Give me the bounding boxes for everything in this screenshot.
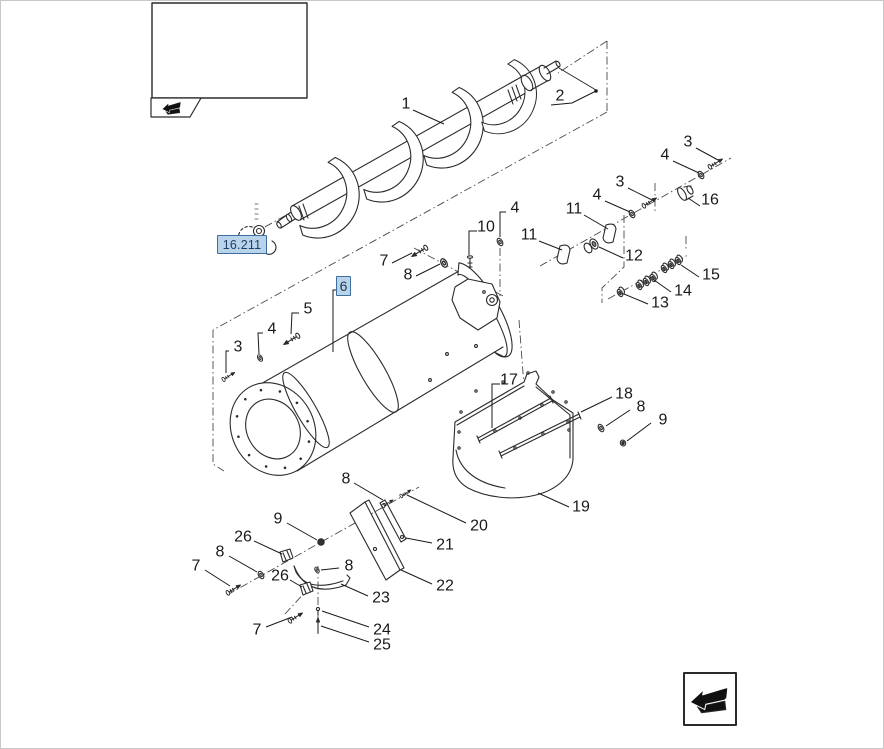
- callout-8[interactable]: 8: [636, 398, 646, 416]
- callout-4[interactable]: 4: [592, 186, 602, 204]
- callout-9[interactable]: 9: [273, 510, 283, 528]
- callout-22[interactable]: 22: [436, 577, 454, 595]
- callout-7[interactable]: 7: [191, 557, 201, 575]
- callout-12[interactable]: 12: [625, 247, 643, 265]
- callout-20[interactable]: 20: [470, 517, 488, 535]
- position-dot: [594, 89, 598, 93]
- callout-2[interactable]: 2: [555, 87, 565, 105]
- callout-4[interactable]: 4: [660, 146, 670, 164]
- callout-3[interactable]: 3: [615, 173, 625, 191]
- page-border: [1, 1, 884, 749]
- callout-7[interactable]: 7: [252, 621, 262, 639]
- callout-25[interactable]: 25: [373, 636, 391, 654]
- callout-21[interactable]: 21: [436, 536, 454, 554]
- callout-3[interactable]: 3: [233, 338, 243, 356]
- callout-26[interactable]: 26: [234, 528, 252, 546]
- callout-7[interactable]: 7: [379, 252, 389, 270]
- callout-9[interactable]: 9: [658, 411, 668, 429]
- callout-14[interactable]: 14: [674, 282, 692, 300]
- callout-8[interactable]: 8: [403, 266, 413, 284]
- callout-17[interactable]: 17: [500, 371, 518, 389]
- ref-link-6[interactable]: 6: [336, 276, 351, 296]
- callout-23[interactable]: 23: [372, 589, 390, 607]
- callout-10[interactable]: 10: [477, 218, 495, 236]
- callout-4[interactable]: 4: [510, 199, 520, 217]
- callout-13[interactable]: 13: [651, 294, 669, 312]
- callout-5[interactable]: 5: [303, 300, 313, 318]
- callout-8[interactable]: 8: [215, 543, 225, 561]
- callout-4[interactable]: 4: [267, 320, 277, 338]
- callout-8[interactable]: 8: [344, 557, 354, 575]
- callout-24[interactable]: 24: [373, 621, 391, 639]
- callout-8[interactable]: 8: [341, 470, 351, 488]
- callout-3[interactable]: 3: [683, 133, 693, 151]
- callout-26[interactable]: 26: [271, 567, 289, 585]
- callout-11[interactable]: 11: [565, 200, 583, 218]
- nav-back-button[interactable]: [684, 673, 736, 725]
- callout-18[interactable]: 18: [615, 385, 633, 403]
- callout-16[interactable]: 16: [701, 191, 719, 209]
- callout-1[interactable]: 1: [401, 95, 411, 113]
- callout-15[interactable]: 15: [702, 266, 720, 284]
- callout-11[interactable]: 11: [520, 226, 538, 244]
- callout-19[interactable]: 19: [572, 498, 590, 516]
- ref-link-16211[interactable]: 16.211: [217, 235, 267, 254]
